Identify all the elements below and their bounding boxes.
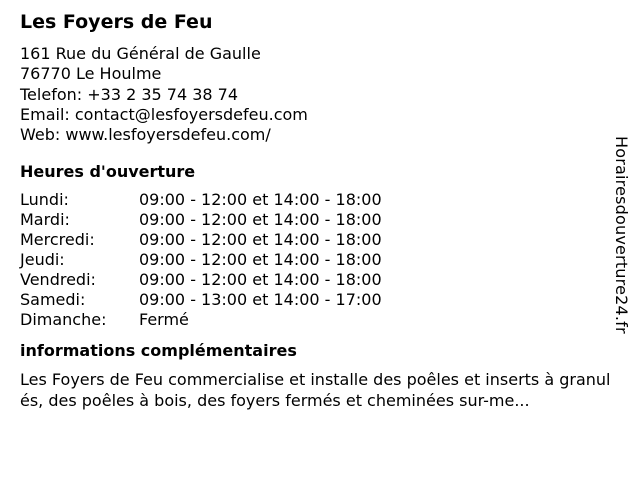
contact-block (20, 44, 610, 145)
hours-row-saturday (20, 290, 610, 310)
business-card (20, 9, 610, 411)
day-hours: 09:00 - 12:00 et 14:00 - 18:00 (139, 230, 382, 250)
info-heading: informations complémentaires (20, 341, 297, 361)
day-hours: 09:00 - 13:00 et 14:00 - 17:00 (139, 290, 382, 310)
day-label: Lundi: (20, 190, 69, 210)
day-hours: 09:00 - 12:00 et 14:00 - 18:00 (139, 250, 382, 270)
day-hours: Fermé (139, 310, 189, 330)
day-label: Samedi: (20, 290, 86, 310)
day-label: Mercredi: (20, 230, 95, 250)
day-label: Mardi: (20, 210, 70, 230)
day-label: Dimanche: (20, 310, 107, 330)
day-hours: 09:00 - 12:00 et 14:00 - 18:00 (139, 210, 382, 230)
day-label: Jeudi: (20, 250, 65, 270)
hours-row-friday (20, 270, 610, 290)
hours-row-wednesday (20, 230, 610, 250)
hours-row-sunday (20, 310, 610, 330)
info-description: Les Foyers de Feu commercialise et installe des poêles et inserts à granulés, des poêles à bois, des foyers fermés et cheminées sur-me... (20, 370, 611, 410)
address-line-2: 76770 Le Houlme (20, 64, 162, 84)
hours-table (20, 190, 610, 330)
address-line-1: 161 Rue du Général de Gaulle (20, 44, 261, 63)
business-name: Les Foyers de Feu (20, 11, 213, 33)
hours-heading: Heures d'ouverture (20, 162, 196, 182)
hours-row-thursday (20, 250, 610, 270)
day-hours: 09:00 - 12:00 et 14:00 - 18:00 (139, 270, 382, 290)
hours-row-monday (20, 190, 610, 210)
web-line: Web: www.lesfoyersdefeu.com/ (20, 125, 271, 145)
watermark-text: Horairesdouverture24.fr (612, 136, 631, 334)
hours-row-tuesday (20, 210, 610, 230)
day-hours: 09:00 - 12:00 et 14:00 - 18:00 (139, 190, 382, 210)
email-line: Email: contact@lesfoyersdefeu.com (20, 104, 308, 124)
day-label: Vendredi: (20, 270, 96, 290)
phone-line: Telefon: +33 2 35 74 38 74 (20, 84, 239, 104)
